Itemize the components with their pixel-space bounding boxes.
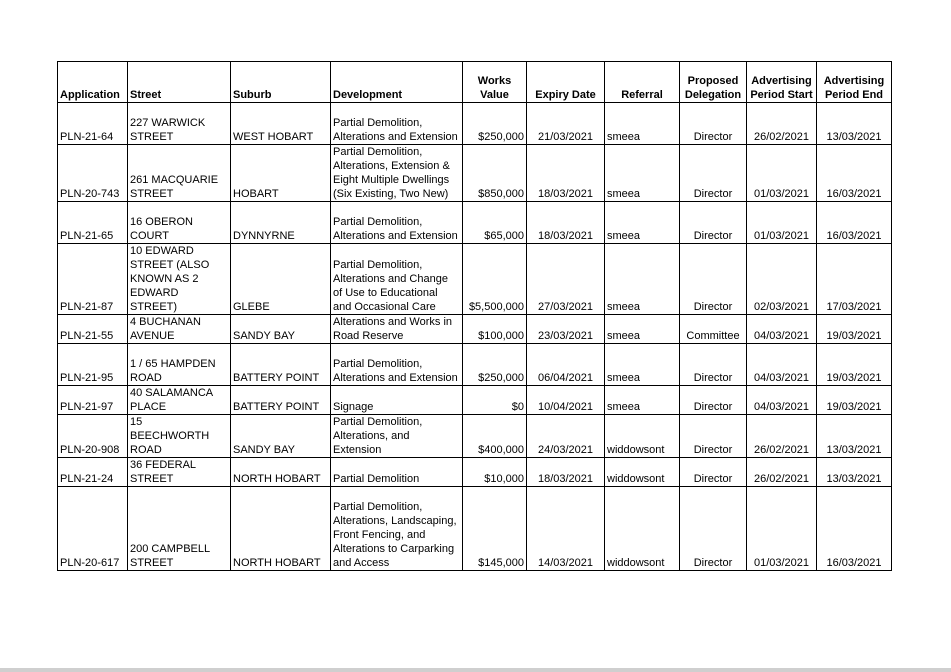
cell-works-value: $400,000 [463,415,527,458]
cell-works-value: $100,000 [463,315,527,344]
cell-development: Partial Demolition, Alterations and Extension [331,344,463,386]
table-row [58,315,892,344]
cell-advertising-period-start: 01/03/2021 [747,202,817,244]
cell-advertising-period-end: 19/03/2021 [817,386,892,415]
cell-expiry-date: 27/03/2021 [527,244,605,315]
cell-suburb: BATTERY POINT [231,344,331,386]
cell-street: 261 MACQUARIE STREET [128,145,231,202]
cell-street: 227 WARWICK STREET [128,103,231,145]
cell-proposed-delegation: Director [680,386,747,415]
cell-advertising-period-end: 13/03/2021 [817,415,892,458]
cell-referral: smeea [605,386,680,415]
header-proposed-delegation: Proposed Delegation [680,62,747,103]
cell-advertising-period-start: 02/03/2021 [747,244,817,315]
table-row [58,244,892,315]
cell-expiry-date: 18/03/2021 [527,202,605,244]
cell-works-value: $250,000 [463,103,527,145]
cell-street: 40 SALAMANCA PLACE [128,386,231,415]
cell-proposed-delegation: Director [680,202,747,244]
cell-works-value: $145,000 [463,487,527,571]
cell-works-value: $0 [463,386,527,415]
cell-advertising-period-end: 19/03/2021 [817,344,892,386]
cell-proposed-delegation: Director [680,487,747,571]
cell-advertising-period-end: 17/03/2021 [817,244,892,315]
cell-proposed-delegation: Director [680,103,747,145]
cell-proposed-delegation: Director [680,458,747,487]
cell-street: 16 OBERON COURT [128,202,231,244]
table-row [58,415,892,458]
cell-application: PLN-21-87 [58,244,128,315]
cell-referral: smeea [605,202,680,244]
cell-advertising-period-start: 01/03/2021 [747,145,817,202]
cell-development: Alterations and Works in Road Reserve [331,315,463,344]
cell-expiry-date: 10/04/2021 [527,386,605,415]
cell-proposed-delegation: Director [680,344,747,386]
cell-expiry-date: 21/03/2021 [527,103,605,145]
cell-development: Partial Demolition, Alterations, and Extension [331,415,463,458]
cell-application: PLN-20-743 [58,145,128,202]
cell-referral: smeea [605,103,680,145]
cell-suburb: BATTERY POINT [231,386,331,415]
cell-application: PLN-21-97 [58,386,128,415]
cell-expiry-date: 18/03/2021 [527,458,605,487]
cell-referral: smeea [605,344,680,386]
cell-referral: widdowsont [605,458,680,487]
header-advertising-period-end: Advertising Period End [817,62,892,103]
cell-application: PLN-21-55 [58,315,128,344]
header-advertising-period-start: Advertising Period Start [747,62,817,103]
cell-advertising-period-start: 26/02/2021 [747,458,817,487]
cell-works-value: $850,000 [463,145,527,202]
header-street: Street [128,62,231,103]
cell-works-value: $250,000 [463,344,527,386]
table-body [58,103,892,571]
cell-street: 10 EDWARD STREET (ALSO KNOWN AS 2 EDWARD STREET) [128,244,231,315]
cell-suburb: HOBART [231,145,331,202]
cell-suburb: NORTH HOBART [231,487,331,571]
cell-street: 1 / 65 HAMPDEN ROAD [128,344,231,386]
planning-applications-table [57,61,892,571]
header-row [58,62,892,103]
cell-suburb: WEST HOBART [231,103,331,145]
cell-development: Partial Demolition, Alterations and Change of Use to Educational and Occasional Care [331,244,463,315]
cell-suburb: GLEBE [231,244,331,315]
cell-suburb: DYNNYRNE [231,202,331,244]
cell-referral: smeea [605,145,680,202]
cell-works-value: $10,000 [463,458,527,487]
cell-application: PLN-21-95 [58,344,128,386]
cell-works-value: $5,500,000 [463,244,527,315]
table-row [58,103,892,145]
cell-referral: smeea [605,244,680,315]
cell-advertising-period-start: 26/02/2021 [747,415,817,458]
cell-development: Partial Demolition, Alterations, Extension & Eight Multiple Dwellings (Six Existing, Two New) [331,145,463,202]
table-row [58,202,892,244]
cell-application: PLN-21-65 [58,202,128,244]
cell-street: 200 CAMPBELL STREET [128,487,231,571]
table-row [58,487,892,571]
cell-proposed-delegation: Committee [680,315,747,344]
cell-application: PLN-20-908 [58,415,128,458]
cell-referral: smeea [605,315,680,344]
cell-development: Partial Demolition, Alterations and Extension [331,202,463,244]
cell-proposed-delegation: Director [680,415,747,458]
cell-application: PLN-21-24 [58,458,128,487]
cell-development: Partial Demolition, Alterations, Landscaping, Front Fencing, and Alterations to Carparking and Access [331,487,463,571]
cell-street: 4 BUCHANAN AVENUE [128,315,231,344]
cell-referral: widdowsont [605,487,680,571]
header-suburb: Suburb [231,62,331,103]
cell-application: PLN-21-64 [58,103,128,145]
cell-advertising-period-end: 16/03/2021 [817,487,892,571]
header-development: Development [331,62,463,103]
header-expiry-date: Expiry Date [527,62,605,103]
cell-street: 15 BEECHWORTH ROAD [128,415,231,458]
cell-advertising-period-start: 26/02/2021 [747,103,817,145]
page-bottom-divider [0,668,951,672]
cell-proposed-delegation: Director [680,244,747,315]
header-referral: Referral [605,62,680,103]
header-works-value: Works Value [463,62,527,103]
cell-advertising-period-end: 13/03/2021 [817,103,892,145]
cell-advertising-period-start: 04/03/2021 [747,315,817,344]
cell-development: Partial Demolition [331,458,463,487]
cell-expiry-date: 23/03/2021 [527,315,605,344]
table-row [58,458,892,487]
cell-advertising-period-start: 04/03/2021 [747,386,817,415]
table-row [58,386,892,415]
cell-development: Partial Demolition, Alterations and Extension [331,103,463,145]
table-row [58,344,892,386]
cell-application: PLN-20-617 [58,487,128,571]
cell-expiry-date: 18/03/2021 [527,145,605,202]
cell-advertising-period-start: 01/03/2021 [747,487,817,571]
cell-advertising-period-end: 13/03/2021 [817,458,892,487]
cell-expiry-date: 24/03/2021 [527,415,605,458]
cell-expiry-date: 06/04/2021 [527,344,605,386]
cell-proposed-delegation: Director [680,145,747,202]
cell-development: Signage [331,386,463,415]
cell-suburb: SANDY BAY [231,415,331,458]
cell-suburb: NORTH HOBART [231,458,331,487]
cell-expiry-date: 14/03/2021 [527,487,605,571]
cell-works-value: $65,000 [463,202,527,244]
header-application: Application [58,62,128,103]
cell-suburb: SANDY BAY [231,315,331,344]
cell-advertising-period-end: 16/03/2021 [817,145,892,202]
cell-referral: widdowsont [605,415,680,458]
cell-advertising-period-end: 19/03/2021 [817,315,892,344]
cell-advertising-period-end: 16/03/2021 [817,202,892,244]
cell-advertising-period-start: 04/03/2021 [747,344,817,386]
table-row [58,145,892,202]
cell-street: 36 FEDERAL STREET [128,458,231,487]
